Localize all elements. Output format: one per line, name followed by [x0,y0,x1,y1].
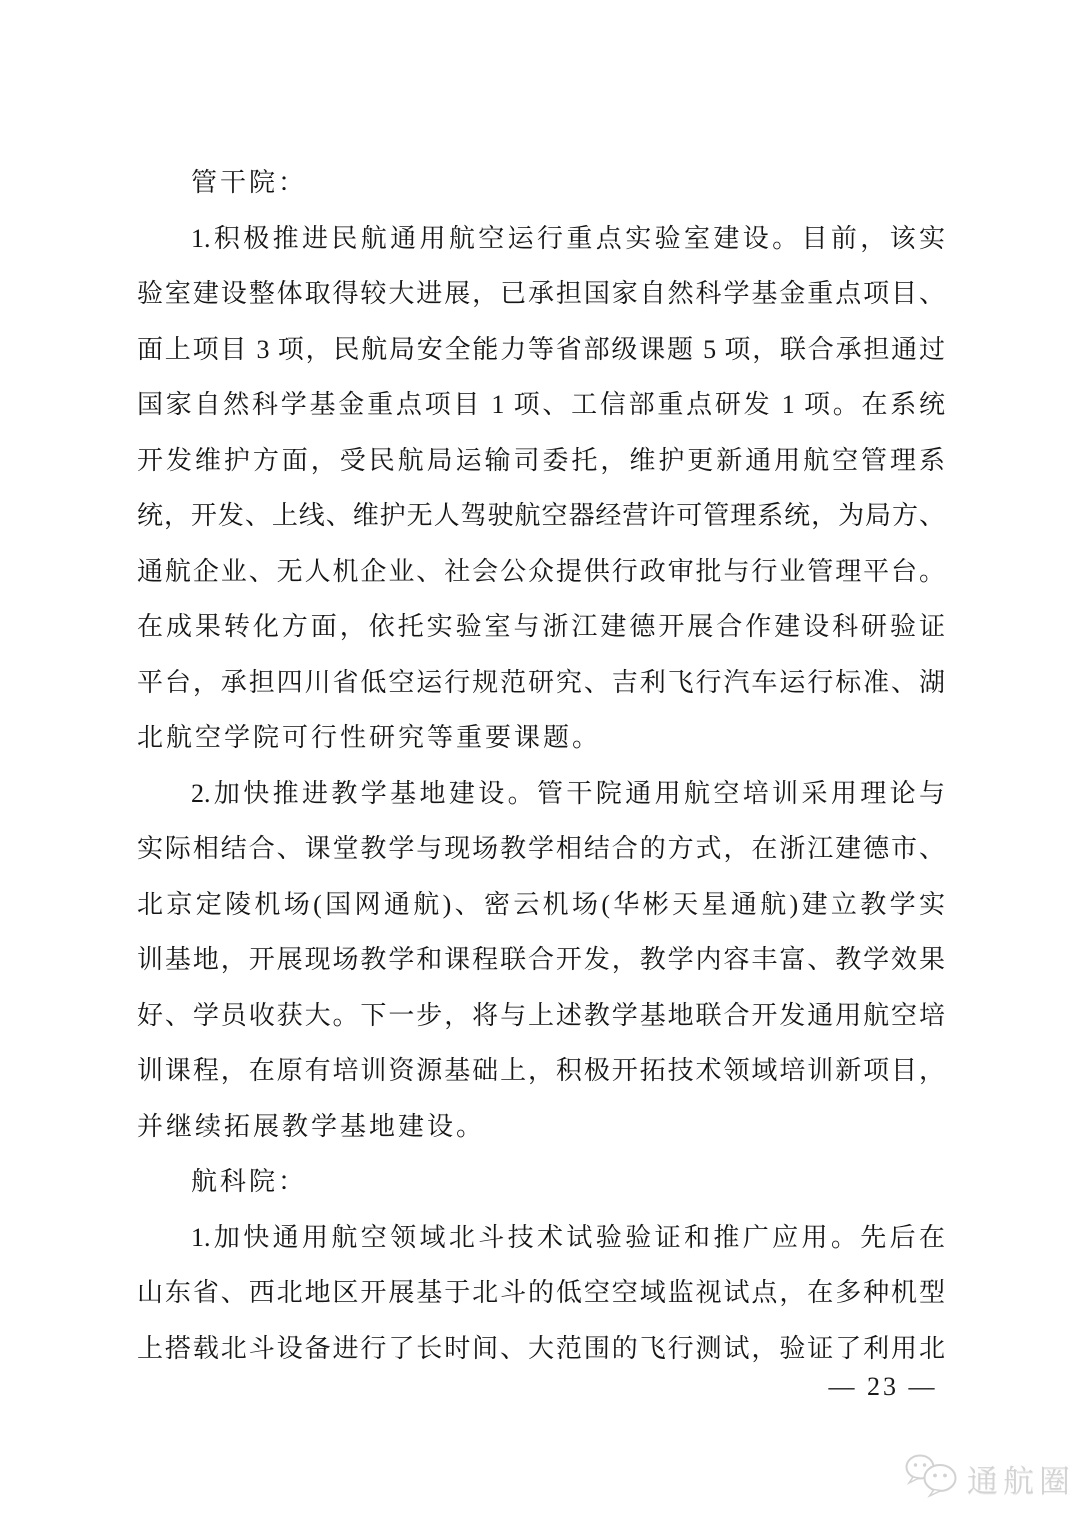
text-line: 山东省、西北地区开展基于北斗的低空空域监视试点，在多种机型 [137,1278,945,1307]
watermark [903,1452,1075,1505]
text-line: 2.加快推进教学基地建设。管干院通用航空培训采用理论与 [191,778,945,808]
text-line: 平台，承担四川省低空运行规范研究、吉利飞行汽车运行标准、湖 [137,667,945,697]
text-line: 统，开发、上线、维护无人驾驶航空器经营许可管理系统，为局方、 [137,501,945,530]
text-line: 实际相结合、课堂教学与现场教学相结合的方式，在浙江建德市、 [137,834,945,863]
text-line: 上搭载北斗设备进行了长时间、大范围的飞行测试，验证了利用北 [137,1333,945,1363]
text-line: 开发维护方面，受民航局运输司委托，维护更新通用航空管理系 [137,445,945,475]
text-line: 验室建设整体取得较大进展，已承担国家自然科学基金重点项目、 [137,279,945,308]
text-line: 好、学员收获大。下一步，将与上述教学基地联合开发通用航空培 [137,1000,945,1030]
text-line: 训基地，开展现场教学和课程联合开发，教学内容丰富、教学效果 [137,945,945,974]
text-line: 北京定陵机场(国网通航)、密云机场(华彬天星通航)建立教学实 [137,889,945,919]
section-heading: 航科院： [191,1167,308,1196]
page-number: — 23 — [828,1372,938,1401]
text-line: 北航空学院可行性研究等重要课题。 [137,723,602,752]
text-line: 通航企业、无人机企业、社会公众提供行政审批与行业管理平台。 [137,556,945,586]
section-heading: 管干院： [191,168,308,197]
text-line: 国家自然科学基金重点项目 1 项、工信部重点研发 1 项。在系统 [137,390,945,419]
document-body [137,155,945,1376]
text-line: 面上项目 3 项，民航局安全能力等省部级课题 5 项，联合承担通过 [137,334,945,364]
text-line: 训课程，在原有培训资源基础上，积极开拓技术领域培训新项目， [137,1056,945,1085]
text-line: 1.加快通用航空领域北斗技术试验验证和推广应用。先后在 [191,1222,945,1252]
text-line: 并继续拓展教学基地建设。 [137,1111,486,1141]
wechat-bubbles-icon [903,1452,961,1505]
text-line: 在成果转化方面，依托实验室与浙江建德开展合作建设科研验证 [137,612,945,641]
watermark-label: 通航圈 [967,1464,1075,1499]
text-line: 1.积极推进民航通用航空运行重点实验室建设。目前，该实 [191,223,945,253]
